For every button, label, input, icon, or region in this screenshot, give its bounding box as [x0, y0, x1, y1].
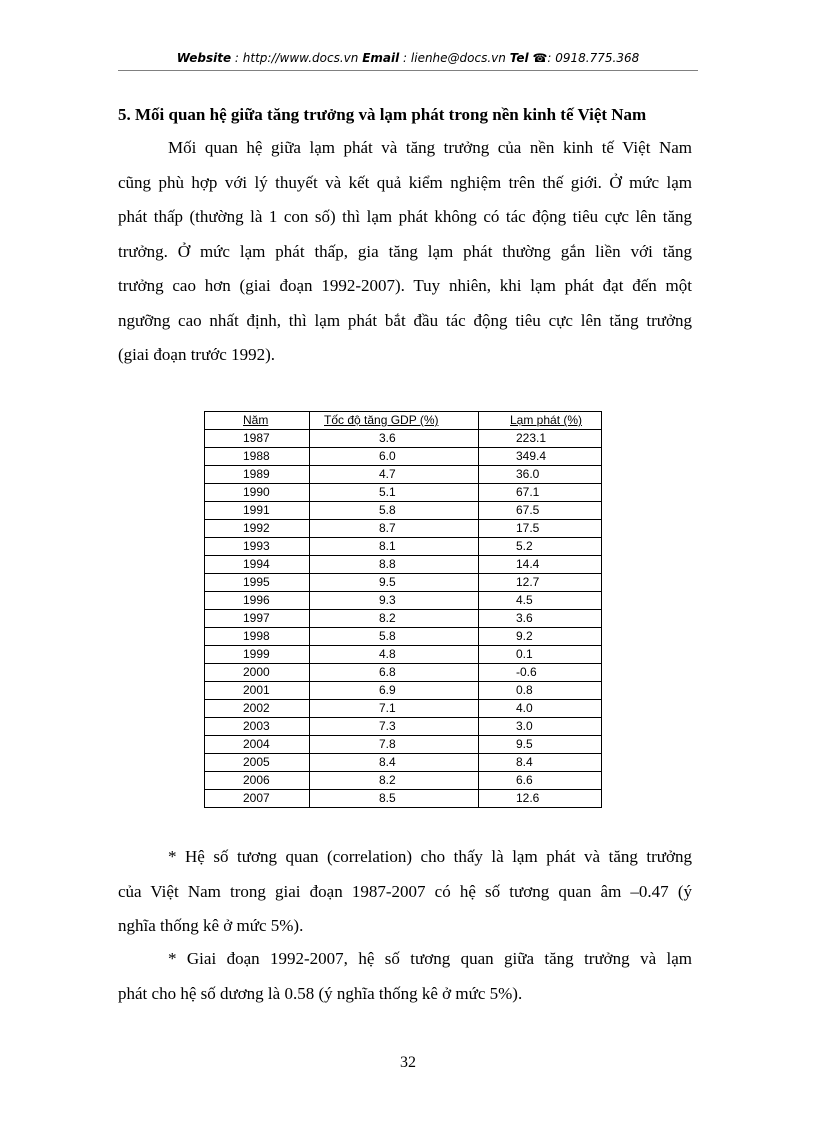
section-heading: 5. Mối quan hệ giữa tăng trưởng và lạm phát trong nền kinh tế Việt Nam — [118, 105, 647, 124]
cell-year: 2003 — [205, 718, 310, 736]
cell-gdp-growth: 8.2 — [310, 772, 479, 790]
cell-gdp-growth: 5.1 — [310, 484, 479, 502]
cell-inflation: 9.2 — [479, 628, 602, 646]
note-correlation-1992-2007 — [118, 942, 692, 1011]
website-value: : http://www.docs.vn — [234, 51, 359, 65]
cell-gdp-growth: 8.4 — [310, 754, 479, 772]
table-row — [205, 466, 602, 484]
cell-inflation: -0.6 — [479, 664, 602, 682]
table-row — [205, 592, 602, 610]
paragraph-line: phát thấp (thường là 1 con số) thì lạm phát không có tác động tiêu cực lên tăng — [118, 207, 692, 226]
note-correlation-overall — [118, 840, 692, 944]
table-row — [205, 484, 602, 502]
cell-gdp-growth: 4.7 — [310, 466, 479, 484]
cell-gdp-growth: 9.3 — [310, 592, 479, 610]
note-line: của Việt Nam trong giai đoạn 1987-2007 có hệ số tương quan âm –0.47 (ý — [118, 881, 692, 901]
cell-year: 1993 — [205, 538, 310, 556]
cell-gdp-growth: 6.0 — [310, 448, 479, 466]
cell-gdp-growth: 7.1 — [310, 700, 479, 718]
cell-year: 2001 — [205, 682, 310, 700]
cell-gdp-growth: 8.1 — [310, 538, 479, 556]
phone-icon: ☎ — [532, 51, 548, 65]
cell-inflation: 14.4 — [479, 556, 602, 574]
tel-label: Tel — [509, 51, 529, 65]
cell-gdp-growth: 8.2 — [310, 610, 479, 628]
cell-year: 2004 — [205, 736, 310, 754]
table-row — [205, 718, 602, 736]
paragraph-line: Mối quan hệ giữa lạm phát và tăng trưởng của nền kinh tế Việt Nam — [168, 138, 692, 157]
cell-year: 1999 — [205, 646, 310, 664]
cell-inflation: 3.0 — [479, 718, 602, 736]
cell-gdp-growth: 6.8 — [310, 664, 479, 682]
tel-value: : 0918.775.368 — [547, 51, 640, 65]
cell-gdp-growth: 9.5 — [310, 574, 479, 592]
website-label: Website — [176, 51, 232, 65]
cell-gdp-growth: 4.8 — [310, 646, 479, 664]
cell-year: 1987 — [205, 430, 310, 448]
header-divider — [118, 70, 698, 71]
cell-year: 2005 — [205, 754, 310, 772]
email-label: Email — [362, 51, 400, 65]
cell-gdp-growth: 3.6 — [310, 430, 479, 448]
table-row — [205, 430, 602, 448]
table-row — [205, 574, 602, 592]
cell-year: 1995 — [205, 574, 310, 592]
cell-year: 1991 — [205, 502, 310, 520]
note-line: * Giai đoạn 1992-2007, hệ số tương quan giữa tăng trưởng và lạm — [168, 949, 692, 968]
cell-year: 1994 — [205, 556, 310, 574]
note-line: phát cho hệ số dương là 0.58 (ý nghĩa thống kê ở mức 5%). — [118, 983, 523, 1003]
cell-year: 1996 — [205, 592, 310, 610]
page-number: 32 — [400, 1054, 416, 1071]
cell-inflation: 36.0 — [479, 466, 602, 484]
table-row — [205, 646, 602, 664]
note-line: nghĩa thống kê ở mức 5%). — [118, 916, 304, 935]
table-row — [205, 754, 602, 772]
cell-gdp-growth: 8.5 — [310, 790, 479, 808]
page-header — [118, 50, 698, 66]
table-row — [205, 628, 602, 646]
cell-year: 1992 — [205, 520, 310, 538]
table-row — [205, 736, 602, 754]
cell-inflation: 349.4 — [479, 448, 602, 466]
cell-gdp-growth: 5.8 — [310, 502, 479, 520]
cell-gdp-growth: 7.3 — [310, 718, 479, 736]
cell-year: 1988 — [205, 448, 310, 466]
table-row — [205, 502, 602, 520]
cell-inflation: 12.6 — [479, 790, 602, 808]
cell-inflation: 8.4 — [479, 754, 602, 772]
paragraph-line: (giai đoạn trước 1992). — [118, 345, 275, 364]
table-row — [205, 538, 602, 556]
cell-inflation: 4.5 — [479, 592, 602, 610]
cell-inflation: 67.5 — [479, 502, 602, 520]
cell-inflation: 3.6 — [479, 610, 602, 628]
table-row — [205, 790, 602, 808]
cell-inflation: 5.2 — [479, 538, 602, 556]
cell-gdp-growth: 7.8 — [310, 736, 479, 754]
cell-year: 2006 — [205, 772, 310, 790]
cell-inflation: 6.6 — [479, 772, 602, 790]
table-header-row — [205, 412, 602, 430]
table-body — [205, 430, 602, 808]
intro-paragraph — [118, 131, 692, 373]
cell-year: 1990 — [205, 484, 310, 502]
cell-inflation: 67.1 — [479, 484, 602, 502]
column-header-year: Năm — [205, 412, 310, 430]
cell-inflation: 4.0 — [479, 700, 602, 718]
cell-inflation: 17.5 — [479, 520, 602, 538]
table-row — [205, 772, 602, 790]
cell-year: 2000 — [205, 664, 310, 682]
cell-inflation: 9.5 — [479, 736, 602, 754]
table-row — [205, 682, 602, 700]
gdp-inflation-table — [204, 411, 602, 808]
table-row — [205, 556, 602, 574]
column-header-inflation: Lạm phát (%) — [479, 412, 602, 430]
paragraph-line: cũng phù hợp với lý thuyết và kết quả kiểm nghiệm trên thế giới. Ở mức lạm — [118, 172, 692, 192]
paragraph-line: ngưỡng cao nhất định, thì lạm phát bắt đầu tác động tiêu cực lên tăng trưởng — [118, 310, 692, 330]
cell-year: 1998 — [205, 628, 310, 646]
cell-year: 1989 — [205, 466, 310, 484]
cell-year: 2007 — [205, 790, 310, 808]
cell-gdp-growth: 6.9 — [310, 682, 479, 700]
cell-inflation: 0.8 — [479, 682, 602, 700]
table-row — [205, 520, 602, 538]
cell-gdp-growth: 5.8 — [310, 628, 479, 646]
paragraph-line: trưởng. Ở mức lạm phát thấp, gia tăng lạm phát thường gắn liền với tăng — [118, 241, 692, 261]
cell-year: 1997 — [205, 610, 310, 628]
column-header-gdp: Tốc độ tăng GDP (%) — [310, 412, 479, 430]
email-value: : lienhe@docs.vn — [403, 51, 506, 65]
table-row — [205, 664, 602, 682]
paragraph-line: trưởng cao hơn (giai đoạn 1992-2007). Tuy nhiên, khi lạm phát đạt đến một — [118, 276, 692, 295]
table-row — [205, 700, 602, 718]
table-row — [205, 610, 602, 628]
cell-year: 2002 — [205, 700, 310, 718]
cell-gdp-growth: 8.8 — [310, 556, 479, 574]
cell-inflation: 12.7 — [479, 574, 602, 592]
note-line: * Hệ số tương quan (correlation) cho thấy là lạm phát và tăng trưởng — [168, 847, 692, 866]
cell-gdp-growth: 8.7 — [310, 520, 479, 538]
cell-inflation: 0.1 — [479, 646, 602, 664]
table-row — [205, 448, 602, 466]
cell-inflation: 223.1 — [479, 430, 602, 448]
